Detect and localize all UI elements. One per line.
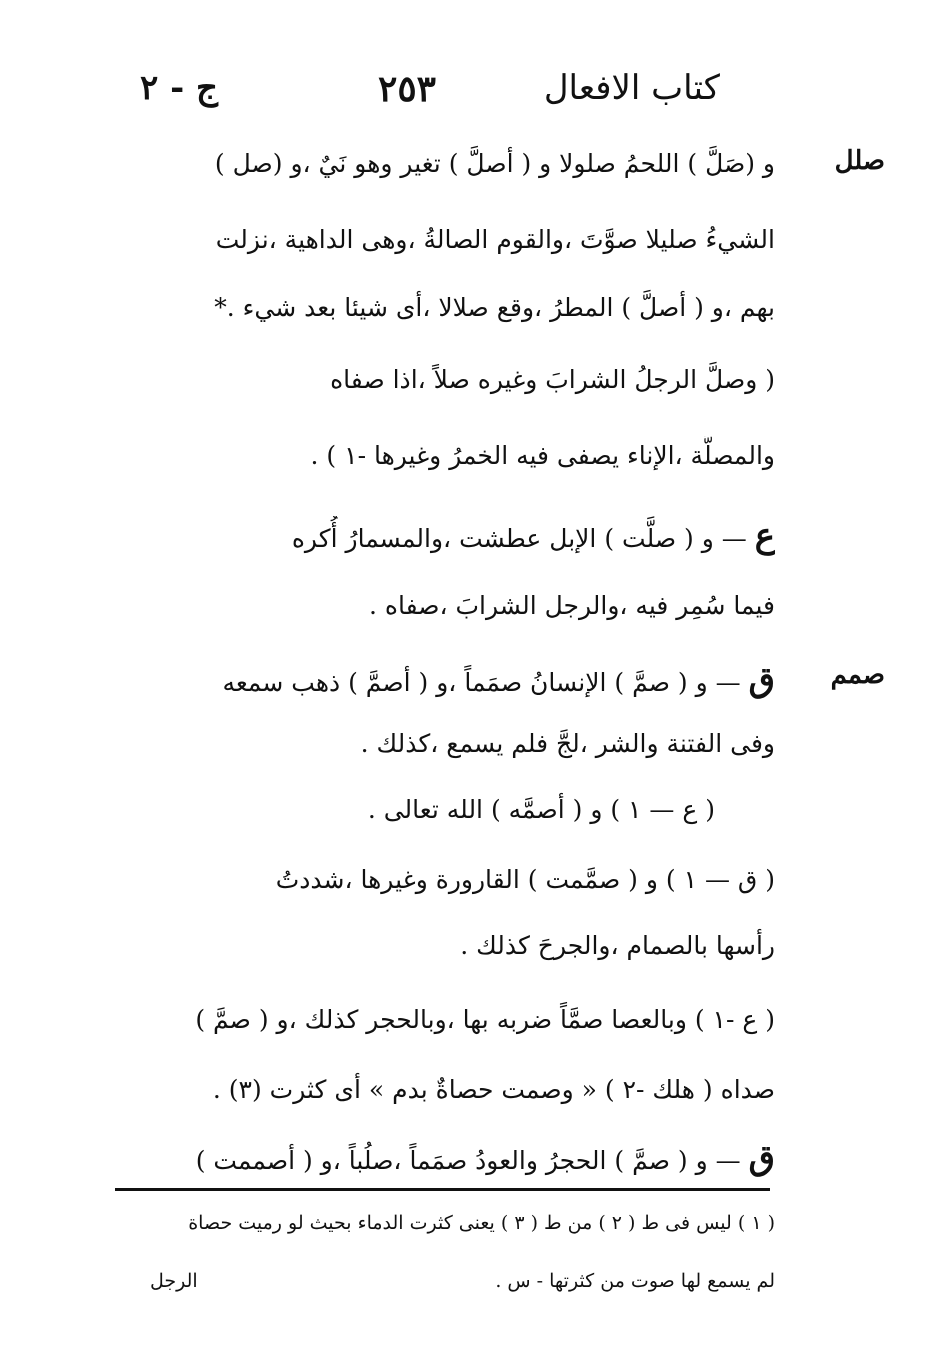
text-line — [330, 360, 775, 400]
text-line — [369, 586, 775, 626]
line-text: و (صَلَّ ) اللحمُ صلولا و ( أصلَّ ) تغير وهو نَيٌ ،و (صل ) — [214, 149, 775, 178]
line-text: ( ع -١ ) وبالعصا صمَّاً ضربه بها ،وبالحجر كذلك ،و ( صمَّ ) — [195, 1005, 775, 1034]
text-line — [222, 660, 775, 700]
line-text: والمصلَّة ،الإناء يصفى فيه الخمرُ وغيرها -١ ) . — [310, 441, 775, 470]
text-line — [311, 436, 775, 476]
line-text: رأسها بالصمام ،والجرحَ كذلك . — [460, 931, 775, 960]
text-line — [195, 1000, 775, 1040]
line-text: فيما سُمِر فيه ،والرجل الشرابَ ،صفاه . — [369, 591, 775, 620]
footnote-divider — [115, 1188, 770, 1191]
text-line — [460, 926, 775, 966]
text-line — [292, 516, 775, 556]
line-text: صداه ( هلك -٢ ) « وصمت حصاةٌ بدم » أى كثرت (٣) . — [212, 1075, 775, 1104]
line-text: — و ( صمَّ ) الإنسانُ صمَماً ،و ( أصمَّ ) ذهب سمعه — [222, 668, 741, 697]
margin-entry-samam: صمم — [830, 660, 885, 690]
volume-label: ج - ٢ — [140, 68, 218, 108]
page-header — [120, 68, 720, 128]
text-line — [276, 860, 775, 900]
source-mark: ق — [748, 660, 775, 700]
margin-entry-salal: صلل — [834, 146, 885, 176]
footnote-line: لم يسمع لها صوت من كثرتها - س . — [495, 1270, 775, 1292]
text-line — [368, 790, 715, 830]
text-line — [361, 724, 775, 764]
text-line — [214, 288, 775, 328]
source-mark: ق — [748, 1138, 775, 1178]
book-title: كتاب الافعال — [543, 68, 720, 108]
page-number: ٢٥٣ — [378, 68, 437, 110]
text-line — [215, 144, 775, 184]
line-text: — و ( صمَّ ) الحجرُ والعودُ صمَماً ،صلُباً ،و ( أصممت ) — [195, 1146, 741, 1175]
line-text: ( ق — ١ ) و ( صمَّمت ) القارورة وغيرها ،شددتُ — [275, 865, 775, 894]
line-text: بهم ،و ( أصلَّ ) المطرُ ،وقع صلالا ،أى شيئا بعد شيء .* — [214, 293, 775, 322]
footnote-line: ( ١ ) ليس فى ط ( ٢ ) من ط ( ٣ ) يعنى كثرت الدماء بحيث لو رميت حصاة — [188, 1212, 775, 1234]
line-text: — و ( صلَّت ) الإبل عطشت ،والمسمارُ أُكره — [291, 524, 747, 553]
text-line — [213, 1070, 775, 1110]
catchword: الرجل — [150, 1270, 198, 1292]
line-text: ( ع — ١ ) و ( أصمَّه ) الله تعالى . — [367, 795, 715, 824]
line-text: ( وصلَّ الرجلُ الشرابَ وغيره صلاً ،اذا صفاه — [330, 365, 775, 394]
source-mark: ع — [754, 516, 775, 556]
line-text: وفى الفتنة والشر ،لجَّ فلم يسمع ،كذلك . — [360, 729, 775, 758]
text-line — [216, 220, 775, 260]
line-text: الشيءُ صليلا صوَّتَ ،والقوم الصالةُ ،وهى الداهية ،نزلت — [215, 225, 775, 254]
text-line — [196, 1138, 775, 1178]
